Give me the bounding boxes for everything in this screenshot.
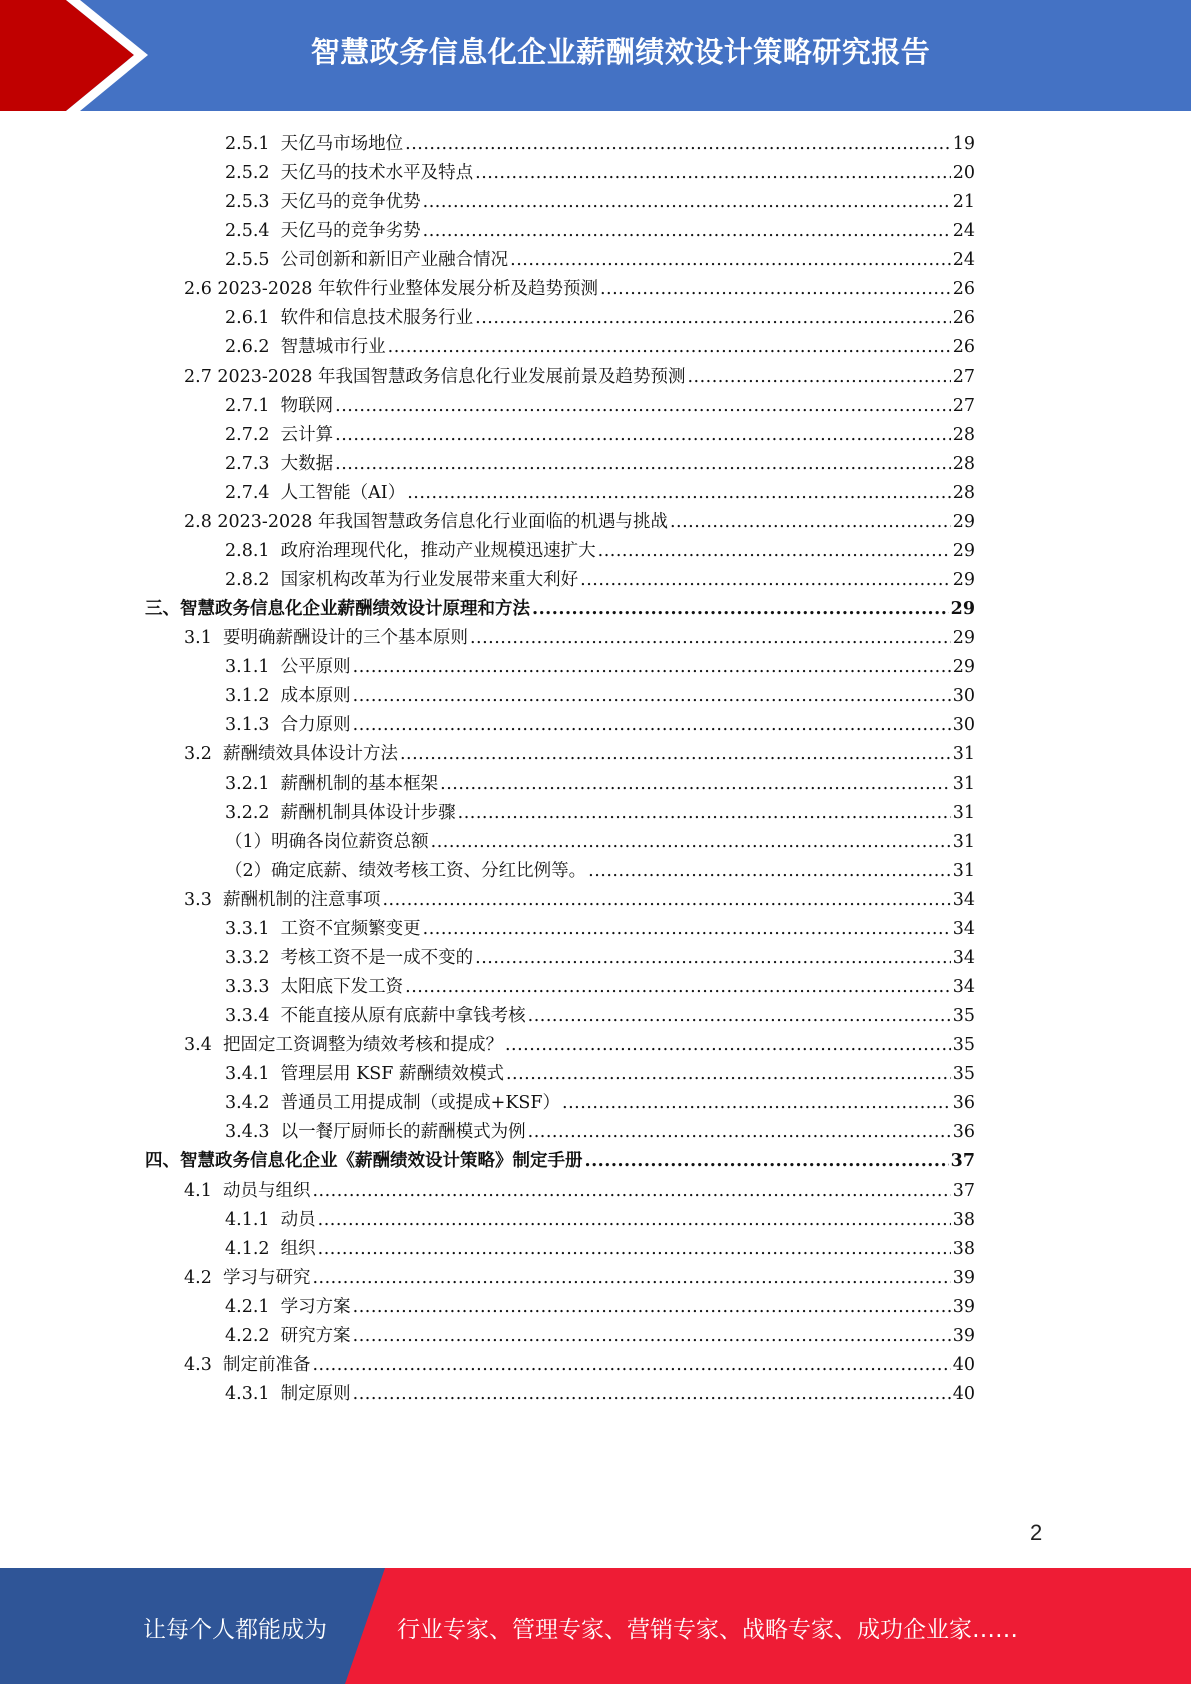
toc-entry-page: 34 bbox=[952, 889, 975, 910]
toc-entry[interactable] bbox=[225, 130, 975, 159]
toc-entry-label: 3.4 把固定工资调整为绩效考核和提成？ bbox=[184, 1035, 503, 1056]
toc-leader-dots bbox=[670, 512, 951, 532]
report-title: 智慧政务信息化企业薪酬绩效设计策略研究报告 bbox=[310, 35, 931, 69]
toc-entry[interactable] bbox=[184, 508, 975, 537]
toc-entry-page: 24 bbox=[952, 250, 975, 271]
toc-entry[interactable] bbox=[225, 828, 975, 857]
toc-leader-dots bbox=[528, 1006, 951, 1026]
toc-entry[interactable] bbox=[225, 682, 975, 711]
toc-entry-page: 30 bbox=[952, 715, 975, 736]
toc-entry-label: 2.5.2 天亿马的技术水平及特点 bbox=[225, 163, 474, 184]
toc-leader-dots bbox=[470, 628, 951, 648]
toc-leader-dots bbox=[405, 977, 951, 997]
toc-leader-dots bbox=[580, 570, 951, 590]
toc-leader-dots bbox=[353, 657, 951, 677]
toc-entry-label: 2.6.2 智慧城市行业 bbox=[225, 337, 386, 358]
toc-entry-page: 35 bbox=[952, 1006, 975, 1027]
toc-entry[interactable] bbox=[184, 1351, 975, 1380]
toc-entry-label: 2.8.1 政府治理现代化，推动产业规模迅速扩大 bbox=[225, 540, 596, 561]
toc-entry[interactable] bbox=[225, 479, 975, 508]
toc-entry-label: 4.3.1 制定原则 bbox=[225, 1384, 351, 1404]
toc-entry[interactable] bbox=[225, 246, 975, 275]
toc-leader-dots bbox=[353, 686, 951, 706]
toc-entry-page: 30 bbox=[952, 686, 975, 707]
toc-entry-label: 4.1.1 动员 bbox=[225, 1209, 316, 1230]
toc-entry-page: 37 bbox=[950, 1151, 975, 1172]
toc-leader-dots bbox=[335, 396, 951, 416]
toc-entry[interactable] bbox=[225, 304, 975, 333]
toc-entry[interactable] bbox=[225, 159, 975, 188]
toc-leader-dots bbox=[475, 163, 951, 183]
toc-entry-page: 39 bbox=[952, 1325, 975, 1346]
toc-entry-page: 28 bbox=[952, 482, 975, 503]
toc-leader-dots bbox=[405, 134, 951, 154]
toc-entry-page: 29 bbox=[952, 540, 975, 561]
toc-entry-label: 4.2.1 学习方案 bbox=[225, 1296, 351, 1317]
toc-entry-page: 28 bbox=[952, 453, 975, 474]
toc-entry-page: 26 bbox=[952, 337, 975, 358]
toc-entry[interactable] bbox=[225, 1293, 975, 1322]
toc-entry-label: 3.4.1 管理层用 KSF 薪酬绩效模式 bbox=[225, 1064, 504, 1085]
toc-entry-page: 21 bbox=[952, 192, 975, 213]
toc-leader-dots bbox=[353, 1297, 951, 1317]
toc-entry-page: 24 bbox=[952, 221, 975, 242]
toc-entry[interactable] bbox=[225, 770, 975, 799]
toc-entry-page: 35 bbox=[952, 1064, 975, 1085]
toc-entry-page: 28 bbox=[952, 424, 975, 445]
toc-entry-page: 39 bbox=[952, 1296, 975, 1317]
toc-entry-label: 2.7.1 物联网 bbox=[225, 395, 334, 416]
toc-entry-page: 27 bbox=[952, 395, 975, 416]
toc-entry-page: 40 bbox=[952, 1384, 975, 1404]
toc-leader-dots bbox=[562, 1093, 951, 1113]
toc-entry-page: 38 bbox=[952, 1209, 975, 1230]
toc-entry[interactable] bbox=[225, 1118, 975, 1147]
toc-entry[interactable] bbox=[225, 1235, 975, 1264]
toc-leader-dots bbox=[388, 337, 951, 357]
toc-entry-page: 36 bbox=[952, 1093, 975, 1114]
toc-entry-page: 31 bbox=[952, 831, 975, 852]
toc-leader-dots bbox=[318, 1239, 951, 1259]
page-footer bbox=[0, 1568, 1191, 1684]
toc-entry[interactable] bbox=[184, 624, 975, 653]
toc-entry-label: 2.5.5 公司创新和新旧产业融合情况 bbox=[225, 250, 509, 271]
toc-entry[interactable] bbox=[225, 421, 975, 450]
toc-entry-label: 2.7.2 云计算 bbox=[225, 424, 334, 445]
toc-entry-page: 40 bbox=[952, 1354, 975, 1375]
toc-leader-dots bbox=[423, 919, 951, 939]
toc-entry-page: 29 bbox=[952, 511, 975, 532]
toc-leader-dots bbox=[600, 279, 951, 299]
toc-entry-label: 3.3 薪酬机制的注意事项 bbox=[184, 889, 381, 910]
toc-leader-dots bbox=[505, 1035, 951, 1055]
toc-leader-dots bbox=[423, 221, 951, 241]
toc-leader-dots bbox=[687, 367, 950, 387]
toc-entry-label: 三、智慧政务信息化企业薪酬绩效设计原理和方法 bbox=[145, 599, 530, 620]
toc-leader-dots bbox=[588, 861, 951, 881]
toc-entry[interactable] bbox=[184, 1031, 975, 1060]
toc-leader-dots bbox=[506, 1064, 951, 1084]
toc-entry[interactable] bbox=[225, 857, 975, 886]
toc-entry[interactable] bbox=[184, 886, 975, 915]
toc-entry[interactable] bbox=[225, 1060, 975, 1089]
toc-entry-label: 3.4.3 以一餐厅厨师长的薪酬模式为例 bbox=[225, 1122, 526, 1143]
slogan-right: 行业专家、管理专家、营销专家、战略专家、成功企业家…… bbox=[397, 1617, 1018, 1643]
toc-leader-dots bbox=[475, 948, 951, 968]
toc-entry[interactable] bbox=[225, 799, 975, 828]
toc-leader-dots bbox=[335, 425, 951, 445]
toc-entry-label: 4.2.2 研究方案 bbox=[225, 1325, 351, 1346]
toc-entry[interactable] bbox=[145, 1147, 975, 1176]
toc-leader-dots bbox=[528, 1122, 951, 1142]
toc-entry[interactable] bbox=[225, 711, 975, 740]
toc-entry-label: 4.1.2 组织 bbox=[225, 1238, 316, 1259]
toc-entry-page: 35 bbox=[952, 1035, 975, 1056]
toc-entry-label: 2.5.1 天亿马市场地位 bbox=[225, 134, 404, 154]
toc-entry[interactable] bbox=[225, 333, 975, 362]
toc-entry-label: 4.3 制定前准备 bbox=[184, 1354, 311, 1375]
toc-entry[interactable] bbox=[225, 566, 975, 595]
toc-leader-dots bbox=[353, 715, 951, 735]
toc-entry[interactable] bbox=[225, 1322, 975, 1351]
toc-entry-label: 3.4.2 普通员工用提成制（或提成+KSF） bbox=[225, 1093, 561, 1114]
toc-entry-page: 31 bbox=[952, 744, 975, 765]
toc-leader-dots bbox=[312, 1268, 950, 1288]
slogan-left: 让每个人都能成为 bbox=[143, 1617, 327, 1643]
toc-entry-page: 29 bbox=[950, 599, 975, 620]
toc-entry-page: 29 bbox=[952, 657, 975, 678]
toc-leader-dots bbox=[312, 1355, 950, 1375]
toc-entry[interactable] bbox=[184, 1264, 975, 1293]
toc-leader-dots bbox=[318, 1210, 951, 1230]
toc-entry[interactable] bbox=[225, 1089, 975, 1118]
toc-entry-label: 2.8.2 国家机构改革为行业发展带来重大利好 bbox=[225, 570, 579, 591]
toc-entry-label: 3.1.2 成本原则 bbox=[225, 686, 351, 707]
toc-entry-page: 38 bbox=[952, 1238, 975, 1259]
toc-leader-dots bbox=[335, 454, 951, 474]
toc-leader-dots bbox=[510, 250, 951, 270]
toc-entry-label: 3.2 薪酬绩效具体设计方法 bbox=[184, 744, 398, 765]
toc-entry-page: 31 bbox=[952, 773, 975, 794]
toc-entry-label: 3.3.4 不能直接从原有底薪中拿钱考核 bbox=[225, 1006, 526, 1027]
toc-entry-label: 4.2 学习与研究 bbox=[184, 1267, 311, 1288]
toc-entry[interactable] bbox=[184, 275, 975, 304]
toc-entry-label: 3.2.1 薪酬机制的基本框架 bbox=[225, 773, 439, 794]
toc-entry-page: 27 bbox=[952, 366, 975, 387]
toc-entry-page: 31 bbox=[952, 802, 975, 823]
toc-entry-page: 31 bbox=[952, 860, 975, 881]
toc-entry[interactable] bbox=[225, 1380, 975, 1409]
toc-entry[interactable] bbox=[225, 392, 975, 421]
toc-entry-label: 2.8 2023-2028 年我国智慧政务信息化行业面临的机遇与挑战 bbox=[184, 511, 668, 532]
toc-entry-label: 3.3.2 考核工资不是一成不变的 bbox=[225, 947, 474, 968]
toc-entry-page: 37 bbox=[952, 1180, 975, 1201]
toc-entry-page: 36 bbox=[952, 1122, 975, 1143]
toc-leader-dots bbox=[458, 803, 951, 823]
toc-entry-label: 2.7 2023-2028 年我国智慧政务信息化行业发展前景及趋势预测 bbox=[184, 366, 686, 387]
toc-entry-label: 四、智慧政务信息化企业《薪酬绩效设计策略》制定手册 bbox=[145, 1151, 583, 1172]
toc-entry-label: 4.1 动员与组织 bbox=[184, 1180, 311, 1201]
toc-entry[interactable] bbox=[145, 595, 975, 624]
toc-entry-label: 3.1.1 公平原则 bbox=[225, 657, 351, 678]
toc-entry[interactable] bbox=[225, 217, 975, 246]
toc-leader-dots bbox=[312, 1181, 950, 1201]
toc-leader-dots bbox=[598, 541, 951, 561]
toc-entry[interactable] bbox=[184, 740, 975, 769]
toc-entry-label: 2.7.3 大数据 bbox=[225, 453, 334, 474]
toc-entry[interactable] bbox=[225, 973, 975, 1002]
toc-leader-dots bbox=[382, 890, 950, 910]
toc-entry-label: 2.5.3 天亿马的竞争优势 bbox=[225, 192, 421, 213]
toc-entry-label: 3.3.1 工资不宜频繁变更 bbox=[225, 918, 421, 939]
toc-leader-dots bbox=[431, 832, 951, 852]
toc-entry-label: 2.5.4 天亿马的竞争劣势 bbox=[225, 221, 421, 242]
toc-entry[interactable] bbox=[184, 1177, 975, 1206]
toc-leader-dots bbox=[585, 1151, 949, 1171]
toc-leader-dots bbox=[400, 744, 951, 764]
toc-entry[interactable] bbox=[225, 188, 975, 217]
toc-entry[interactable] bbox=[225, 1002, 975, 1031]
toc-leader-dots bbox=[353, 1384, 951, 1404]
toc-entry[interactable] bbox=[225, 944, 975, 973]
toc-entry-label: 3.3.3 太阳底下发工资 bbox=[225, 977, 404, 998]
toc-entry-label: （1）明确各岗位薪资总额 bbox=[225, 831, 429, 852]
toc-entry[interactable] bbox=[225, 1206, 975, 1235]
toc-leader-dots bbox=[423, 192, 951, 212]
toc-entry[interactable] bbox=[225, 450, 975, 479]
toc-entry-page: 29 bbox=[952, 570, 975, 591]
toc-leader-dots bbox=[440, 774, 951, 794]
toc-entry-page: 20 bbox=[952, 163, 975, 184]
toc-entry-page: 26 bbox=[952, 279, 975, 300]
toc-entry-label: 2.6.1 软件和信息技术服务行业 bbox=[225, 308, 474, 329]
toc-entry-page: 39 bbox=[952, 1267, 975, 1288]
toc-entry-label: 3.2.2 薪酬机制具体设计步骤 bbox=[225, 802, 456, 823]
toc-entry-label: 2.6 2023-2028 年软件行业整体发展分析及趋势预测 bbox=[184, 279, 598, 300]
toc-entry-page: 29 bbox=[952, 628, 975, 649]
page-number: 2 bbox=[1030, 1520, 1043, 1545]
toc-entry[interactable] bbox=[225, 653, 975, 682]
toc-leader-dots bbox=[407, 483, 951, 503]
toc-entry[interactable] bbox=[225, 537, 975, 566]
toc-entry-page: 34 bbox=[952, 918, 975, 939]
toc-leader-dots bbox=[475, 308, 951, 328]
toc-entry-label: 3.1 要明确薪酬设计的三个基本原则 bbox=[184, 628, 468, 649]
toc-entry-page: 26 bbox=[952, 308, 975, 329]
toc-leader-dots bbox=[353, 1326, 951, 1346]
toc-entry[interactable] bbox=[225, 915, 975, 944]
toc-entry-label: 3.1.3 合力原则 bbox=[225, 715, 351, 736]
page-header bbox=[0, 0, 1191, 111]
toc-entry-label: （2）确定底薪、绩效考核工资、分红比例等。 bbox=[225, 860, 587, 881]
toc-entry-page: 19 bbox=[952, 134, 975, 154]
toc-leader-dots bbox=[532, 599, 949, 619]
toc-entry-page: 34 bbox=[952, 947, 975, 968]
toc-entry-label: 2.7.4 人工智能（AI） bbox=[225, 482, 406, 503]
toc-entry[interactable] bbox=[184, 363, 975, 392]
toc-entry-page: 34 bbox=[952, 977, 975, 998]
